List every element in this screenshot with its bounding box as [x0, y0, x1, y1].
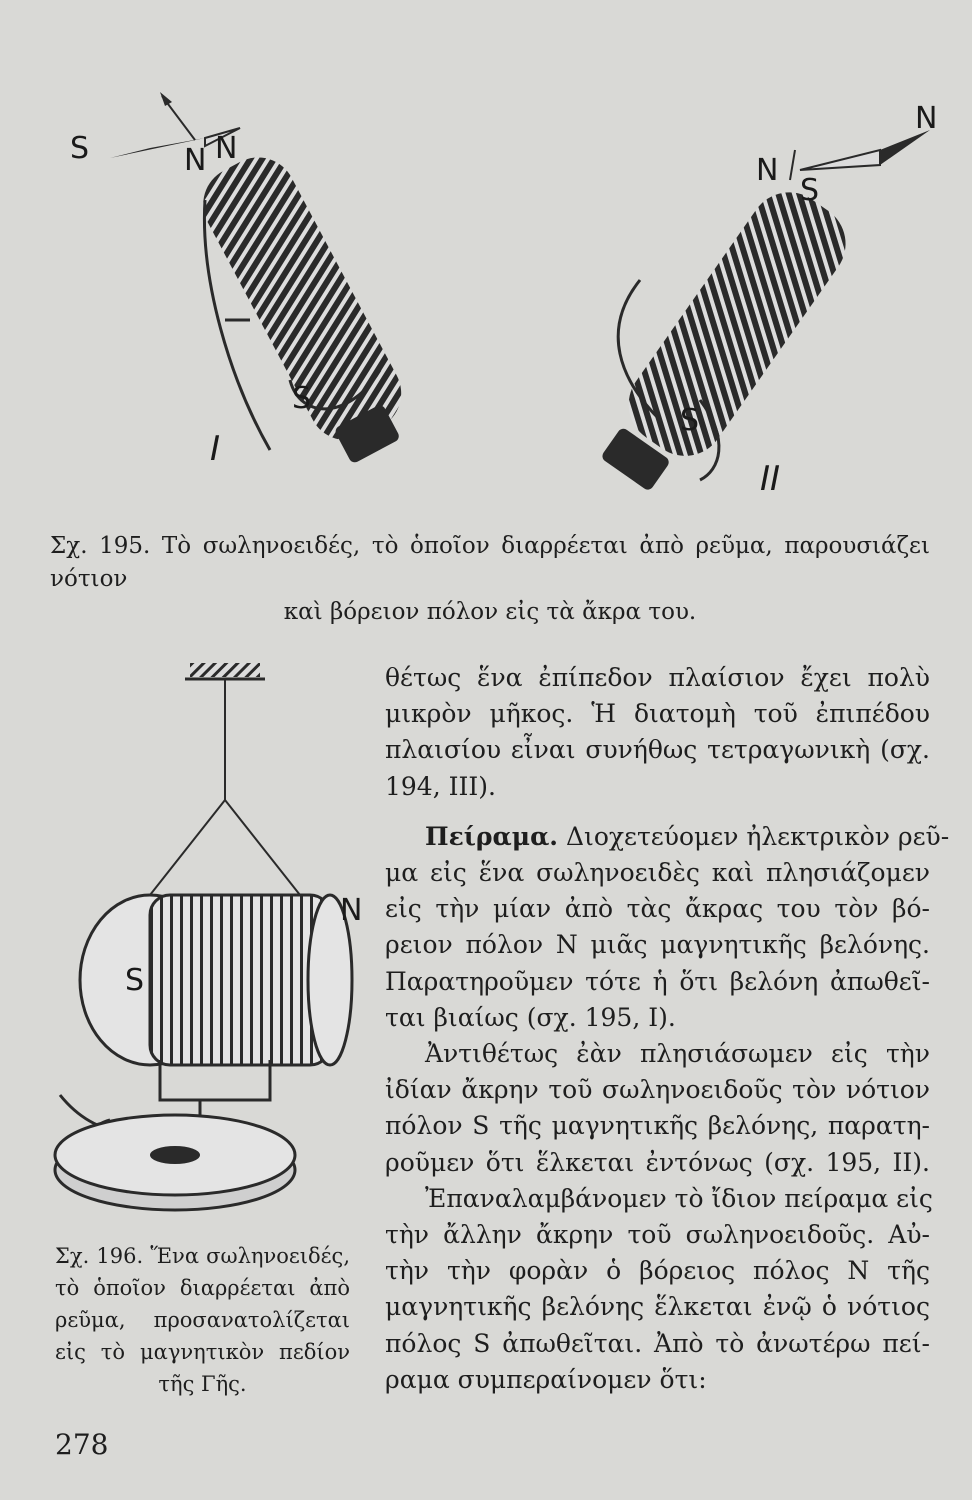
- text-line: μα εἰς ἕνα σωληνοειδὲς καὶ πλησιάζομεν: [385, 858, 930, 888]
- text-line: Ἐπαναλαμβάνομεν τὸ ἴδιον πείραμα εἰς: [425, 1183, 933, 1213]
- text-line: πλαισίου εἶναι συνήθως τετραγωνικὴ (σχ.: [385, 735, 930, 765]
- battery-cell: [55, 1115, 295, 1210]
- figure-196: [40, 655, 370, 1225]
- right-coil-n-label: N: [756, 153, 779, 188]
- text-line: ται βιαίως (σχ. 195, Ι).: [385, 1002, 676, 1032]
- text-line: πόλον S τῆς μαγνητικῆς βελόνης, παρατη-: [385, 1111, 930, 1141]
- page-number: 278: [55, 1428, 109, 1461]
- left-roman-label: I: [210, 429, 221, 469]
- right-needle-s-label: S: [800, 173, 820, 208]
- text-line: εἰς τὴν μίαν ἀπὸ τὰς ἄκρας του τὸν βό-: [385, 894, 930, 924]
- text-line: θέτως ἕνα ἐπίπεδον πλαίσιον ἔχει πολὺ: [385, 663, 930, 692]
- suspended-solenoid: [80, 895, 352, 1065]
- figure-196-s-label: S: [125, 963, 145, 998]
- text-line: μαγνητικῆς βελόνης ἕλκεται ἐνῷ ὁ νότιος: [385, 1292, 930, 1322]
- figure-196-caption-line: ρεῦμα, προσανατολίζεται: [55, 1308, 350, 1332]
- text-line: ρειον πόλον Ν μιᾶς μαγνητικῆς βελόνης.: [385, 930, 930, 960]
- right-coil-s-label: S: [680, 403, 700, 438]
- left-coil-n-label: N: [215, 131, 238, 166]
- left-needle-s-label: S: [70, 131, 90, 166]
- text-line: πόλος S ἀπωθεῖται. Ἀπὸ τὸ ἀνωτέρω πεί-: [385, 1328, 930, 1358]
- text-line: Παρατηροῦμεν τότε ἡ ὅτι βελόνη ἀπωθεῖ-: [385, 966, 930, 996]
- experiment-heading: Πείραμα.: [425, 821, 559, 851]
- figure-195-caption: [50, 530, 930, 629]
- figure-196-caption-line: τῆς Γῆς.: [158, 1372, 247, 1396]
- right-needle-n-label: N: [915, 101, 938, 136]
- ceiling-support: [150, 663, 300, 895]
- left-needle-n-label: N: [184, 143, 207, 178]
- text-line: τὴν ἄλλην ἄκρην τοῦ σωληνοειδοῦς. Αὐ-: [385, 1220, 930, 1250]
- figure-196-n-label: N: [340, 893, 363, 928]
- right-roman-label: II: [760, 459, 781, 499]
- figure-195-caption-line1: Σχ. 195. Τὸ σωληνοειδές, τὸ ὁποῖον διαρρέεται ἀπὸ ρεῦμα, παρουσιάζει νότιον: [50, 533, 930, 592]
- body-text: [385, 660, 950, 1398]
- text-line: ἰδίαν ἄκρην τοῦ σωληνοειδοῦς τὸν νότιον: [385, 1075, 930, 1105]
- figure-196-caption-line: τὸ ὁποῖον διαρρέεται ἀπὸ: [55, 1276, 350, 1300]
- left-solenoid: [190, 144, 415, 464]
- figure-196-caption-line: εἰς τὸ μαγνητικὸν πεδίον: [55, 1340, 350, 1364]
- text-line: τὴν τὴν φορὰν ὁ βόρειος πόλος Ν τῆς: [385, 1256, 930, 1286]
- text-line: Ἀντιθέτως ἐὰν πλησιάσωμεν εἰς τὴν: [425, 1039, 930, 1069]
- right-solenoid: [600, 177, 861, 492]
- text-line: [385, 819, 950, 855]
- figure-196-caption-line: Σχ. 196. Ἕνα σωληνοειδές,: [55, 1244, 350, 1268]
- experiment-first-line: Διοχετεύομεν ἠλεκτρικὸν ρεῦ-: [558, 821, 950, 851]
- left-coil-s-label: S: [292, 381, 312, 416]
- figure-195: [0, 0, 972, 520]
- figure-195-caption-line2: καὶ βόρειον πόλον εἰς τὰ ἄκρα του.: [283, 599, 697, 625]
- text-line: μικρὸν μῆκος. Ἡ διατομὴ τοῦ ἐπιπέδου: [385, 699, 930, 729]
- text-line: ροῦμεν ὅτι ἕλκεται ἐντόνως (σχ. 195, ΙΙ).: [385, 1147, 930, 1177]
- figure-196-caption: [55, 1240, 350, 1400]
- text-line: 194, III).: [385, 771, 496, 801]
- text-line: ραμα συμπεραίνομεν ὅτι:: [385, 1364, 707, 1394]
